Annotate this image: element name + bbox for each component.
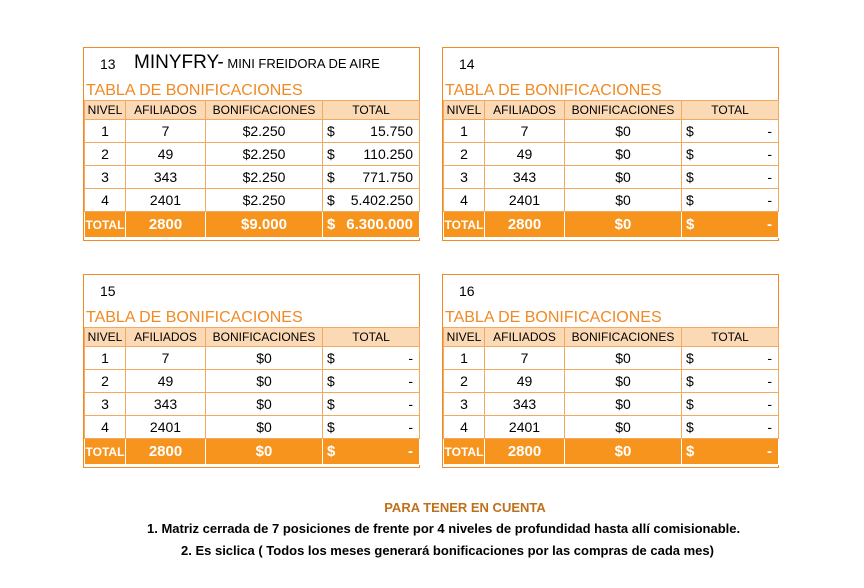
cell-nivel: 3 — [444, 393, 485, 416]
table-subtitle: TABLA DE BONIFICACIONES — [86, 82, 303, 99]
cell-total — [682, 166, 779, 189]
header-afiliados: AFILIADOS — [485, 101, 565, 120]
cell-bonificaciones: $2.250 — [206, 166, 323, 189]
bonus-table — [443, 327, 779, 465]
currency-symbol: $ — [327, 419, 335, 435]
cell-total — [323, 120, 420, 143]
amount-value: - — [408, 350, 413, 366]
total-label: TOTAL — [444, 439, 485, 465]
bonus-card — [442, 274, 779, 468]
cell-afiliados: 2401 — [485, 189, 565, 212]
table-row — [444, 189, 779, 212]
amount-value: - — [767, 350, 772, 366]
cell-total — [682, 416, 779, 439]
table-row — [85, 166, 420, 189]
cell-afiliados: 7 — [126, 120, 206, 143]
bonus-card — [83, 274, 420, 468]
table-row — [444, 166, 779, 189]
currency-symbol: $ — [686, 146, 694, 162]
cell-bonificaciones: $0 — [565, 370, 682, 393]
product-description: MINI FREIDORA DE AIRE — [223, 56, 380, 71]
card-number: 14 — [459, 56, 475, 72]
cell-bonificaciones: $2.250 — [206, 189, 323, 212]
total-amount — [682, 439, 779, 465]
table-row — [85, 370, 420, 393]
amount-value: 5.402.250 — [350, 192, 413, 208]
total-amount — [323, 439, 420, 465]
table-header-row — [85, 328, 420, 347]
cell-afiliados: 49 — [126, 370, 206, 393]
cell-nivel: 1 — [85, 120, 126, 143]
cell-total — [323, 347, 420, 370]
table-total-row — [85, 212, 420, 238]
total-label: TOTAL — [444, 212, 485, 238]
notes-title: PARA TENER EN CUENTA — [384, 500, 546, 515]
amount-value: - — [408, 396, 413, 412]
header-afiliados: AFILIADOS — [126, 328, 206, 347]
total-bonificaciones: $0 — [565, 439, 682, 465]
cell-afiliados: 7 — [485, 347, 565, 370]
table-row — [444, 347, 779, 370]
amount-value: 110.250 — [363, 146, 413, 162]
table-row — [85, 189, 420, 212]
currency-symbol: $ — [686, 419, 694, 435]
currency-symbol: $ — [327, 443, 336, 460]
amount-value: - — [767, 146, 772, 162]
table-total-row — [444, 212, 779, 238]
amount-value: - — [767, 373, 772, 389]
cell-afiliados: 2401 — [126, 189, 206, 212]
cell-total — [682, 393, 779, 416]
cell-bonificaciones: $0 — [565, 189, 682, 212]
cell-afiliados: 2401 — [485, 416, 565, 439]
currency-symbol: $ — [686, 169, 694, 185]
total-afiliados: 2800 — [485, 439, 565, 465]
card-title-row — [84, 48, 419, 81]
amount-value: - — [408, 373, 413, 389]
table-row — [444, 416, 779, 439]
cell-total — [323, 189, 420, 212]
cell-afiliados: 49 — [485, 143, 565, 166]
table-row — [85, 143, 420, 166]
currency-symbol: $ — [327, 373, 335, 389]
cell-bonificaciones: $0 — [206, 393, 323, 416]
bonus-table — [84, 100, 420, 238]
card-title-row — [443, 275, 778, 308]
card-number: 16 — [459, 283, 475, 299]
cell-total — [323, 370, 420, 393]
header-bonificaciones: BONIFICACIONES — [206, 328, 323, 347]
total-amount — [682, 212, 779, 238]
cell-nivel: 1 — [444, 120, 485, 143]
cell-total — [682, 347, 779, 370]
cell-bonificaciones: $0 — [565, 166, 682, 189]
amount-value: - — [767, 192, 772, 208]
currency-symbol: $ — [327, 216, 336, 233]
product-name: MINYFRY- MINI FREIDORA DE AIRE — [134, 52, 380, 73]
cell-total — [682, 143, 779, 166]
cell-afiliados: 343 — [485, 393, 565, 416]
table-row — [444, 143, 779, 166]
currency-symbol: $ — [686, 350, 694, 366]
currency-symbol: $ — [686, 123, 694, 139]
currency-symbol: $ — [327, 146, 335, 162]
card-number: 13 — [100, 56, 116, 72]
bonus-card — [442, 47, 779, 241]
cell-bonificaciones: $0 — [206, 370, 323, 393]
card-number: 15 — [100, 283, 116, 299]
table-header-row — [85, 101, 420, 120]
cell-bonificaciones: $2.250 — [206, 120, 323, 143]
bonus-card — [83, 47, 420, 241]
cell-afiliados: 49 — [126, 143, 206, 166]
header-total: TOTAL — [323, 101, 420, 120]
currency-symbol: $ — [327, 396, 335, 412]
total-label: TOTAL — [85, 212, 126, 238]
currency-symbol: $ — [686, 443, 695, 460]
cell-afiliados: 2401 — [126, 416, 206, 439]
card-title-row — [443, 48, 778, 81]
cell-bonificaciones: $0 — [565, 393, 682, 416]
table-row — [85, 120, 420, 143]
table-total-row — [444, 439, 779, 465]
amount-value: 6.300.000 — [346, 216, 413, 233]
table-header-row — [444, 101, 779, 120]
notes-section — [0, 500, 864, 558]
cell-afiliados: 343 — [126, 166, 206, 189]
cell-total — [682, 189, 779, 212]
cell-total — [682, 120, 779, 143]
table-row — [444, 370, 779, 393]
amount-value: - — [408, 419, 413, 435]
cell-afiliados: 49 — [485, 370, 565, 393]
note-item: 1. Matriz cerrada de 7 posiciones de frente por 4 niveles de profundidad hasta allí comisionable. — [147, 521, 741, 536]
header-bonificaciones: BONIFICACIONES — [565, 101, 682, 120]
cell-afiliados: 343 — [485, 166, 565, 189]
header-bonificaciones: BONIFICACIONES — [565, 328, 682, 347]
total-afiliados: 2800 — [126, 212, 206, 238]
card-title-row — [84, 275, 419, 308]
cell-total — [682, 370, 779, 393]
amount-value: 15.750 — [370, 123, 413, 139]
amount-value: 771.750 — [362, 169, 413, 185]
total-amount — [323, 212, 420, 238]
header-nivel: NIVEL — [444, 101, 485, 120]
amount-value: - — [767, 396, 772, 412]
table-total-row — [85, 439, 420, 465]
amount-value: - — [767, 443, 772, 460]
cell-afiliados: 343 — [126, 393, 206, 416]
table-row — [85, 393, 420, 416]
cell-bonificaciones: $0 — [565, 347, 682, 370]
currency-symbol: $ — [686, 192, 694, 208]
header-afiliados: AFILIADOS — [126, 101, 206, 120]
cell-bonificaciones: $0 — [565, 120, 682, 143]
header-nivel: NIVEL — [85, 328, 126, 347]
table-row — [444, 393, 779, 416]
bonus-table — [84, 327, 420, 465]
note-item: 2. Es siclica ( Todos los meses generará bonificaciones por las compras de cada mes) — [181, 543, 714, 558]
amount-value: - — [767, 419, 772, 435]
table-header-row — [444, 328, 779, 347]
table-row — [85, 347, 420, 370]
header-bonificaciones: BONIFICACIONES — [206, 101, 323, 120]
currency-symbol: $ — [327, 169, 335, 185]
cell-afiliados: 7 — [485, 120, 565, 143]
cell-bonificaciones: $0 — [206, 347, 323, 370]
cell-afiliados: 7 — [126, 347, 206, 370]
amount-value: - — [767, 169, 772, 185]
table-row — [85, 416, 420, 439]
cell-total — [323, 166, 420, 189]
currency-symbol: $ — [686, 396, 694, 412]
cell-nivel: 2 — [85, 143, 126, 166]
header-total: TOTAL — [682, 328, 779, 347]
table-subtitle: TABLA DE BONIFICACIONES — [445, 82, 662, 99]
cell-nivel: 2 — [444, 370, 485, 393]
header-total: TOTAL — [682, 101, 779, 120]
total-bonificaciones: $0 — [565, 212, 682, 238]
total-bonificaciones: $0 — [206, 439, 323, 465]
currency-symbol: $ — [686, 373, 694, 389]
table-subtitle: TABLA DE BONIFICACIONES — [445, 309, 662, 326]
cell-bonificaciones: $0 — [206, 416, 323, 439]
cell-nivel: 4 — [444, 189, 485, 212]
table-subtitle: TABLA DE BONIFICACIONES — [86, 309, 303, 326]
total-afiliados: 2800 — [485, 212, 565, 238]
cell-nivel: 1 — [444, 347, 485, 370]
currency-symbol: $ — [327, 192, 335, 208]
cell-nivel: 4 — [85, 416, 126, 439]
table-row — [444, 120, 779, 143]
currency-symbol: $ — [327, 123, 335, 139]
currency-symbol: $ — [686, 216, 695, 233]
amount-value: - — [767, 123, 772, 139]
total-label: TOTAL — [85, 439, 126, 465]
total-afiliados: 2800 — [126, 439, 206, 465]
cell-nivel: 3 — [85, 393, 126, 416]
cell-nivel: 3 — [85, 166, 126, 189]
cell-nivel: 1 — [85, 347, 126, 370]
cell-nivel: 2 — [85, 370, 126, 393]
header-afiliados: AFILIADOS — [485, 328, 565, 347]
cell-total — [323, 416, 420, 439]
cell-total — [323, 393, 420, 416]
cell-total — [323, 143, 420, 166]
cell-nivel: 4 — [85, 189, 126, 212]
header-total: TOTAL — [323, 328, 420, 347]
amount-value: - — [408, 443, 413, 460]
amount-value: - — [767, 216, 772, 233]
header-nivel: NIVEL — [444, 328, 485, 347]
total-bonificaciones: $9.000 — [206, 212, 323, 238]
cell-bonificaciones: $2.250 — [206, 143, 323, 166]
cell-nivel: 4 — [444, 416, 485, 439]
cell-bonificaciones: $0 — [565, 143, 682, 166]
bonus-table — [443, 100, 779, 238]
header-nivel: NIVEL — [85, 101, 126, 120]
cell-bonificaciones: $0 — [565, 416, 682, 439]
cell-nivel: 2 — [444, 143, 485, 166]
currency-symbol: $ — [327, 350, 335, 366]
cell-nivel: 3 — [444, 166, 485, 189]
